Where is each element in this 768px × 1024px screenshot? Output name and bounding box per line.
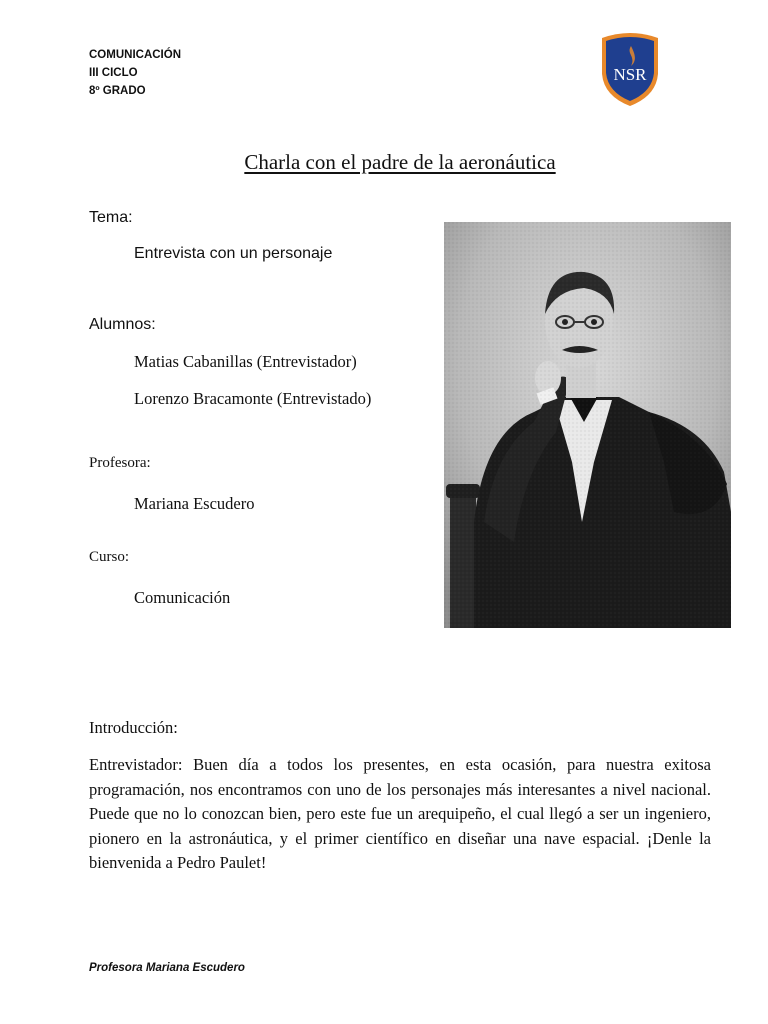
page-footer: Profesora Mariana Escudero [89, 962, 245, 974]
subject-label: COMUNICACIÓN [89, 49, 181, 61]
profesora-label: Profesora: [89, 455, 151, 471]
portrait-photo [444, 222, 731, 628]
school-shield-logo [598, 30, 662, 108]
grade-label: 8º GRADO [89, 85, 146, 97]
curso-value: Comunicación [134, 588, 231, 607]
profesora-value: Mariana Escudero [134, 494, 255, 513]
curso-label: Curso: [89, 549, 130, 565]
document-title: Charla con el padre de la aeronáutica [244, 150, 556, 174]
document-header [89, 46, 181, 100]
introduccion-paragraph: Entrevistador: Buen día a todos los presentes, en esta ocasión, para nuestra exitosa programación, nos encontramos con uno de los personajes más interesantes a nivel nacional. Puede que no lo conozcan bien, pero este fue un arequipeño, el cual llegó a ser un ingeniero, pionero en la astronáutica, y el primer científico en diseñar una nave espacial. ¡Denle la bienvenida a Pedro Paulet! [89, 755, 711, 872]
alumnos-label: Alumnos: [89, 316, 156, 333]
alumno-item: Matias Cabanillas (Entrevistador) [134, 352, 357, 371]
tema-label: Tema: [89, 209, 133, 226]
logo-text: NSR [613, 65, 647, 84]
alumno-item: Lorenzo Bracamonte (Entrevistado) [134, 389, 372, 408]
cycle-label: III CICLO [89, 67, 138, 79]
tema-value: Entrevista con un personaje [134, 245, 333, 262]
introduccion-label: Introducción: [89, 718, 178, 737]
